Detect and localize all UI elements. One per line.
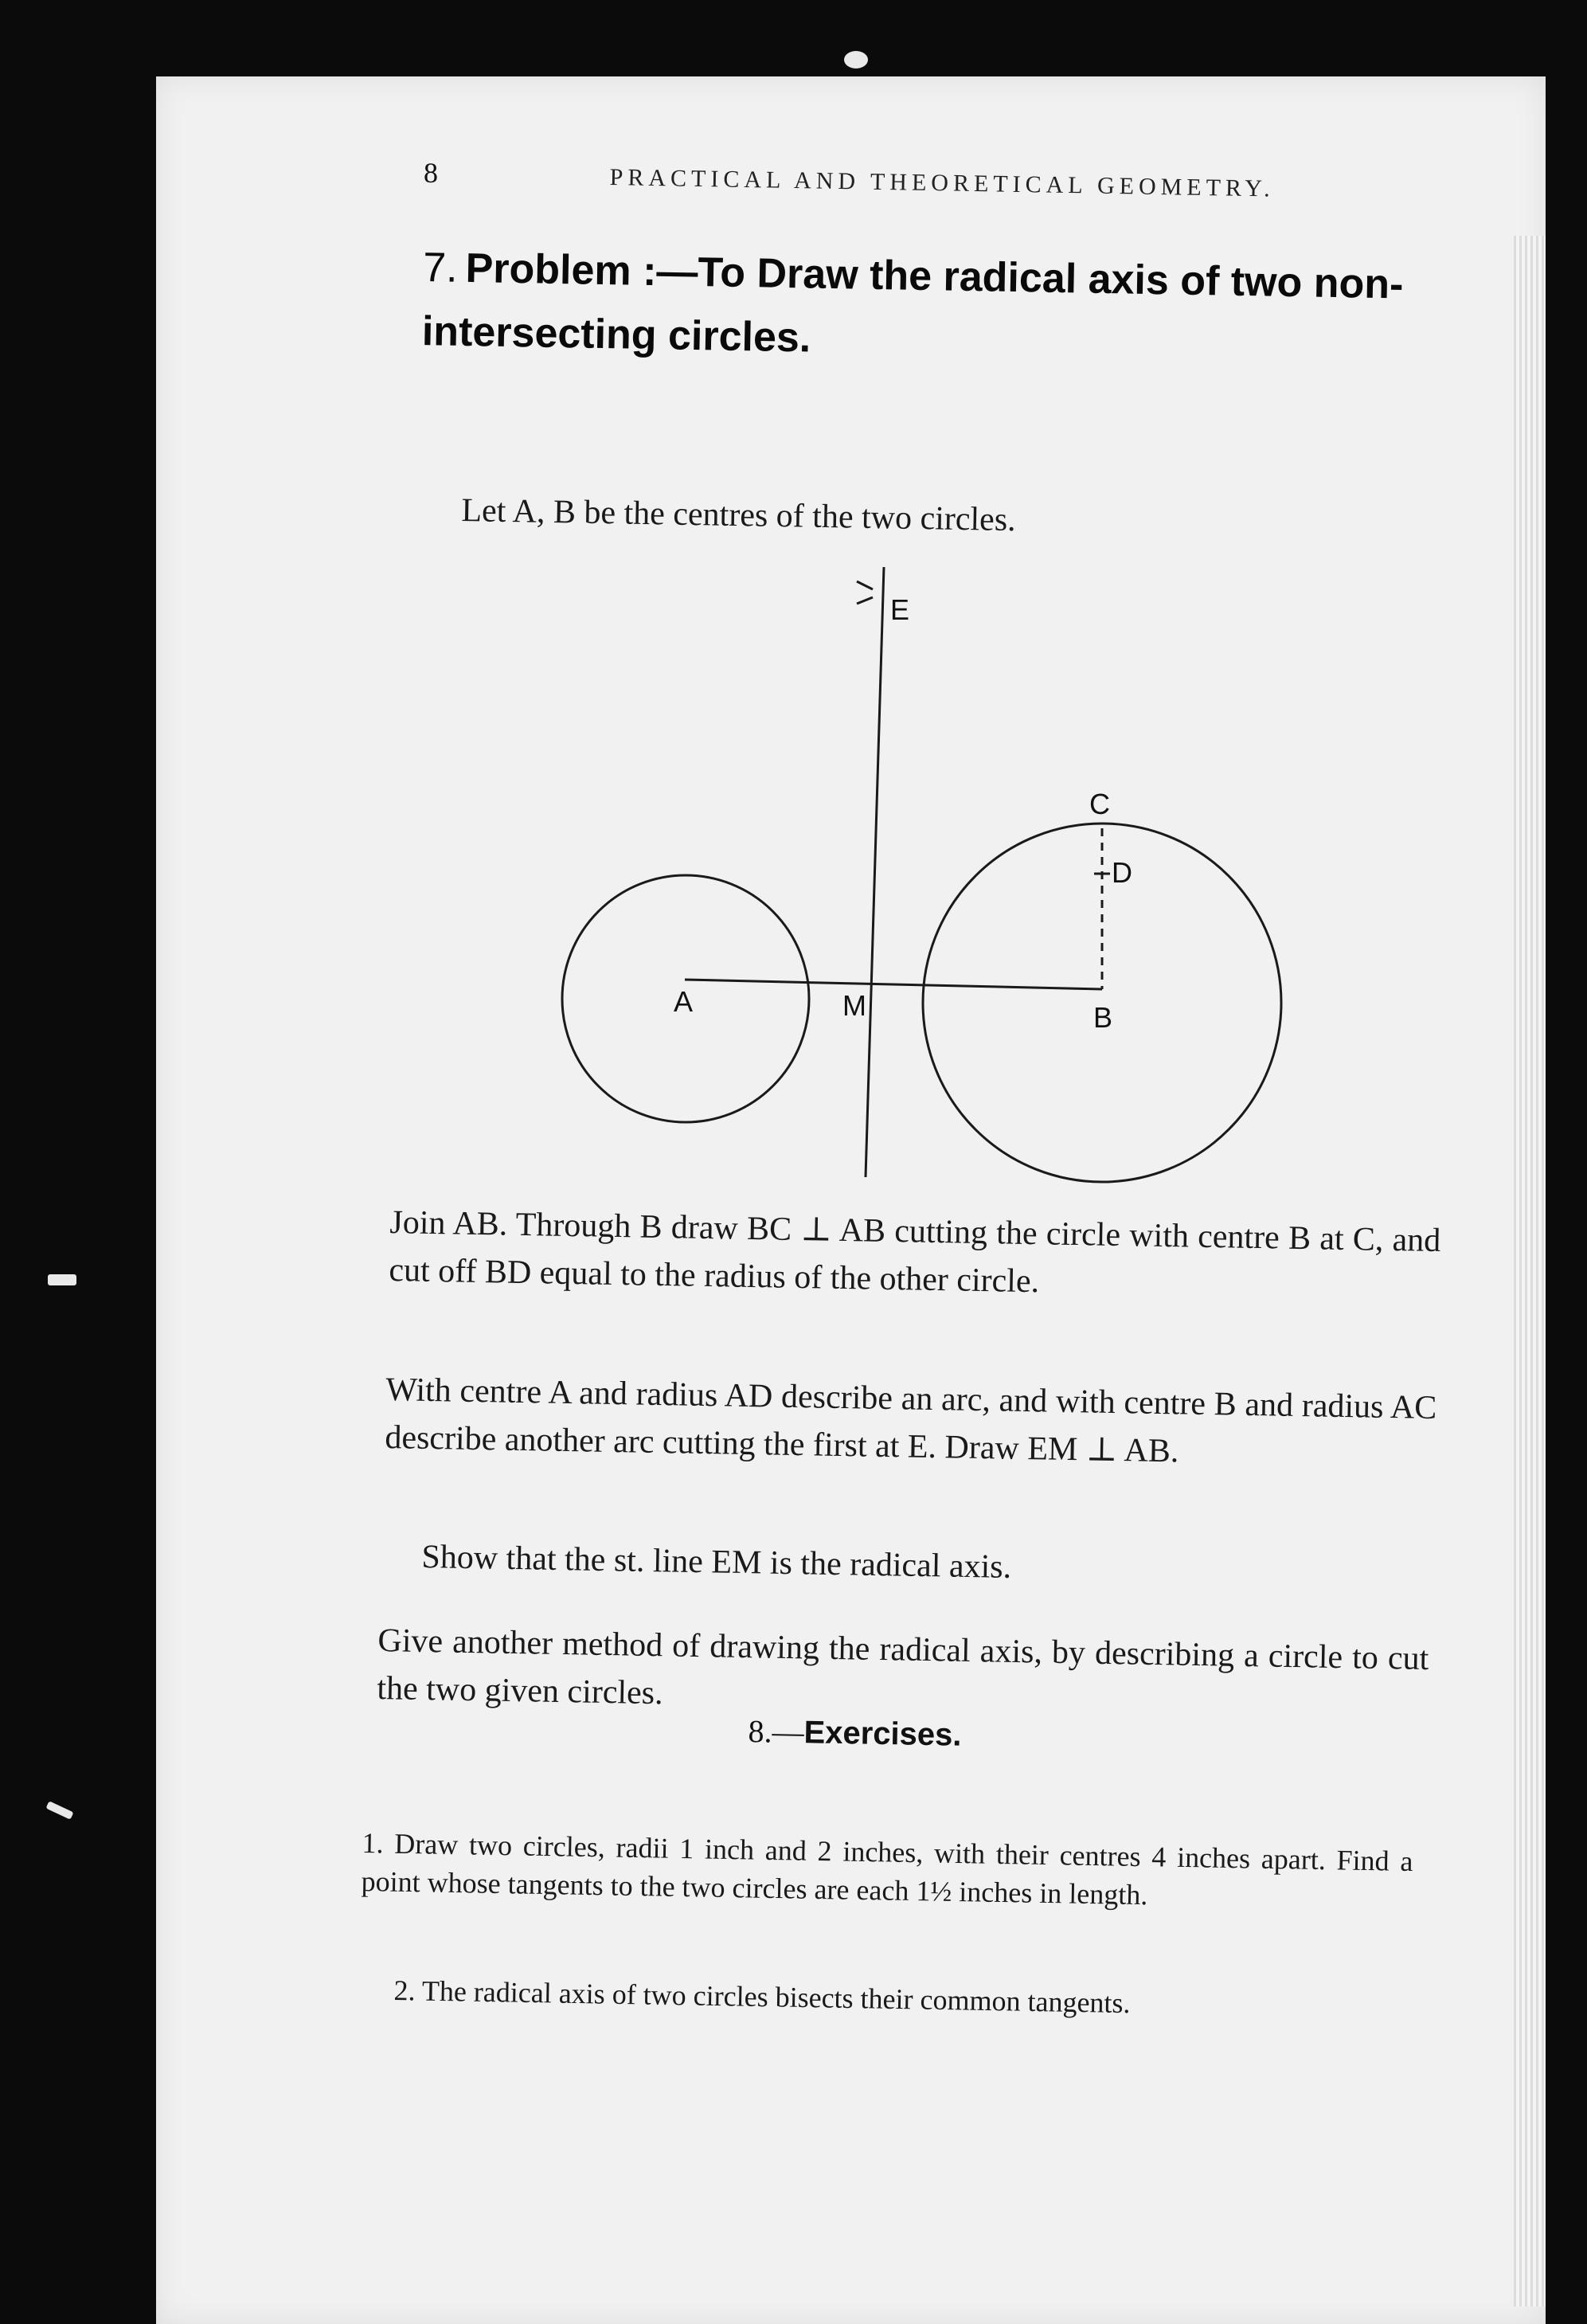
- exercise-item: 2. The radical axis of two circles bisects their common tangents.: [393, 1974, 1131, 2020]
- exercise-item: 1. Draw two circles, radii 1 inch and 2 inches, with their centres 4 inches apart. Find a point whose tangents to the two circles are each 1½ inches in length.: [361, 1826, 1413, 1911]
- label-d: D: [1112, 856, 1132, 889]
- paragraph-join-ab: Join AB. Through B draw BC ⊥ AB cutting the circle with centre B at C, and cut off BD equal to the radius of the other circle.: [389, 1203, 1441, 1301]
- geometry-figure: [156, 478, 1546, 1195]
- scan-speck: [844, 51, 868, 68]
- intro-text: Let A, B be the centres of the two circles.: [461, 491, 1017, 539]
- label-c: C: [1089, 788, 1110, 820]
- page-number: 8: [424, 157, 438, 189]
- label-m: M: [842, 989, 866, 1022]
- line-ab: [685, 980, 1102, 989]
- problem-number: 7.: [422, 244, 459, 291]
- exercises-number: 8.—: [748, 1712, 804, 1751]
- label-e: E: [890, 593, 910, 626]
- problem-heading: [421, 236, 1483, 381]
- running-head: PRACTICAL AND THEORETICAL GEOMETRY.: [609, 164, 1275, 202]
- label-b: B: [1093, 1001, 1113, 1034]
- arc-mark-2: [857, 597, 873, 604]
- exercises-title: Exercises.: [803, 1715, 962, 1753]
- scan-speck: [45, 1801, 73, 1819]
- radical-axis-em: [866, 567, 884, 1177]
- exercises-heading: [748, 1712, 962, 1754]
- arc-mark-1: [857, 581, 873, 589]
- label-a: A: [674, 985, 694, 1018]
- paragraph-give-another: Give another method of drawing the radical axis, by describing a circle to cut the two given circles.: [377, 1622, 1429, 1712]
- scan-speck: [48, 1274, 76, 1285]
- paragraph-show-that: Show that the st. line EM is the radical axis.: [421, 1538, 1012, 1586]
- paragraph-with-centre: With centre A and radius AD describe an arc, and with centre B and radius AC describe another arc cutting the first at E. Draw EM ⊥ AB.: [385, 1371, 1437, 1470]
- problem-title: Problem :—To Draw the radical axis of two non-intersecting circles.: [421, 245, 1404, 362]
